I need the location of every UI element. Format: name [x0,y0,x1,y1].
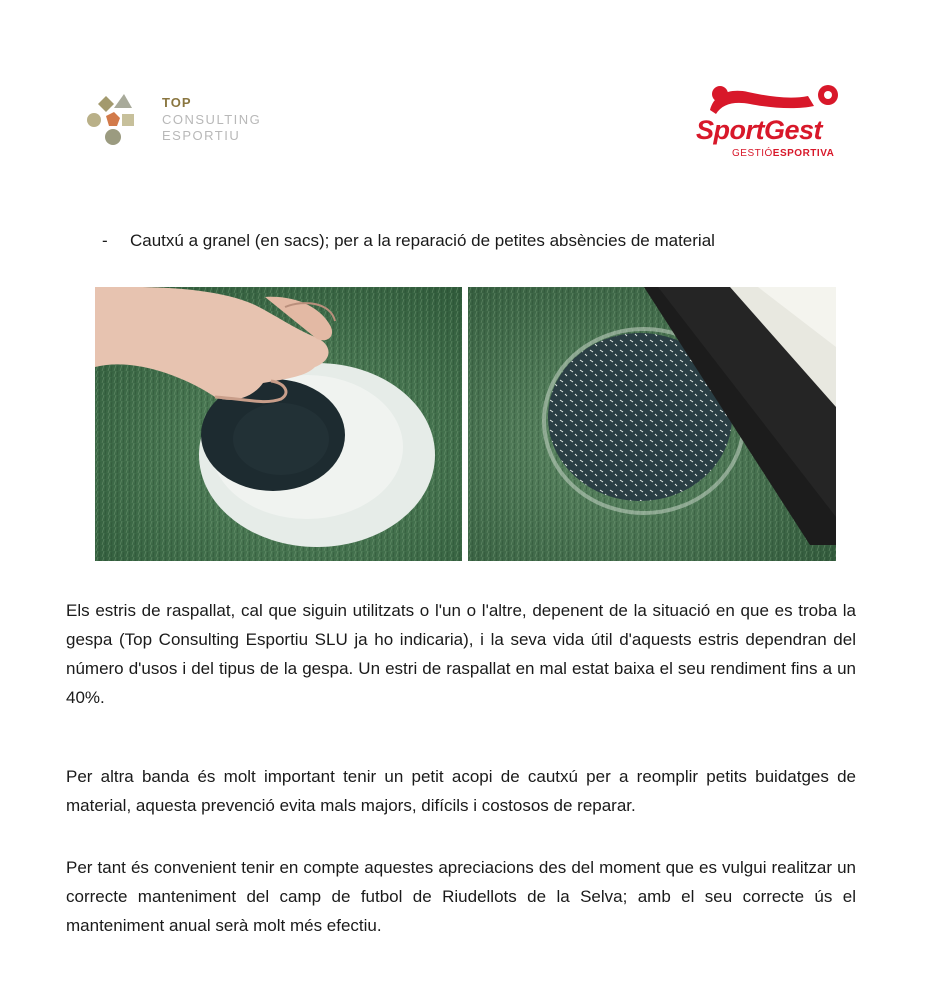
bullet-text: Cautxú a granel (en sacs); per a la reparació de petites absències de material [130,231,715,250]
sportgest-logo [696,82,846,162]
tagline-bold: ESPORTIVA [772,148,835,159]
logo-title: TOP [162,95,192,110]
sportgest-wordmark: SportGest [696,115,823,145]
sportgest-tagline [732,148,834,159]
photo-brush-spreading-rubber [468,287,836,561]
paragraph-conclusion: Per tant és convenient tenir en compte aquestes apreciacions des del moment que es vulgui realitzar un correcte manteniment del camp de futbol de Riudellots de la Selva; amb el seu correcte ús el manteniment anual serà molt més efectiu. [66,858,856,935]
bullet-dash: - [102,231,108,250]
top-consulting-emblem-icon [84,92,154,156]
paragraph-brushing-tools: Els estris de raspallat, cal que siguin utilitzats o l'un o l'altre, depenent de la situació en que es troba la gespa (Top Consulting Esportiu SLU ja ho indicaria), i la seva vida útil d'aquests estris dependran del número d'usos i del tipus de la gespa. Un estri de raspallat en mal estat baixa el seu rendiment fins a un 40%. [66,601,856,707]
logo-subtitle-2: ESPORTIU [162,128,241,143]
tagline-light: GESTIÓ [732,148,773,159]
photo-hand-pouring-rubber [95,287,462,561]
logo-subtitle-1: CONSULTING [162,112,262,127]
paragraph-rubber-stock: Per altra banda és molt important tenir un petit acopi de cautxú per a reomplir petits buidatges de material, aquesta prevenció evita mals majors, difícils i costosos de reparar. [66,767,856,815]
top-consulting-logo [84,92,294,156]
bullet-item [102,231,715,251]
sportgest-swoosh-icon [704,82,844,118]
